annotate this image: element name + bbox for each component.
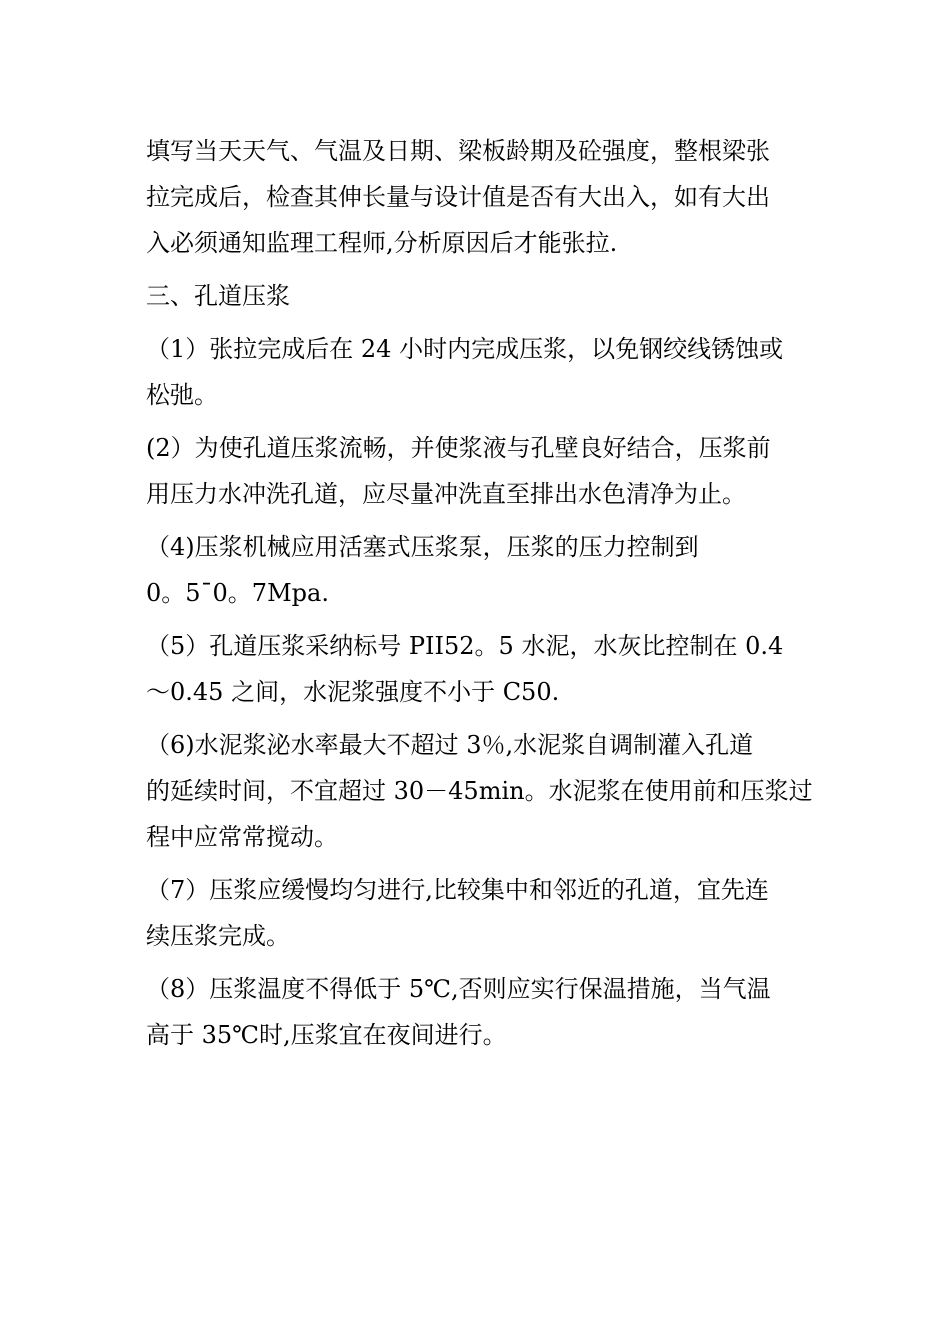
text-line: 程中应常常搅动。 (146, 823, 338, 851)
text-line: 松弛。 (146, 381, 218, 409)
paragraph-tension-record (146, 128, 816, 266)
paragraph-item-2 (146, 425, 816, 517)
text-line: （1）张拉完成后在 24 小时内完成压浆，以免钢绞线锈蚀或 (146, 335, 784, 363)
text-line: ～0.45 之间，水泥浆强度不小于 C50. (146, 678, 560, 706)
text-line: （4)压浆机械应用活塞式压浆泵，压浆的压力控制到 (146, 533, 699, 561)
paragraph-item-1 (146, 326, 816, 418)
text-line: 用压力水冲洗孔道，应尽量冲洗直至排出水色清净为止。 (146, 480, 746, 508)
text-line: 的延续时间，不宜超过 30－45min。水泥浆在使用前和压浆过 (146, 777, 813, 805)
paragraph-item-4 (146, 524, 816, 616)
text-line: 填写当天天气、气温及日期、梁板龄期及砼强度，整根梁张 (146, 137, 770, 165)
text-line: （6)水泥浆泌水率最大不超过 3％,水泥浆自调制灌入孔道 (146, 731, 754, 759)
text-line: （8）压浆温度不得低于 5℃,否则应实行保温措施，当气温 (146, 975, 771, 1003)
section-heading-grouting (146, 273, 816, 319)
text-line: (2）为使孔道压浆流畅，并使浆液与孔壁良好结合，压浆前 (146, 434, 771, 462)
text-line: 入必须通知监理工程师,分析原因后才能张拉. (146, 229, 618, 257)
text-line: （5）孔道压浆采纳标号 PII52。5 水泥，水灰比控制在 0.4 (146, 632, 784, 660)
text-line: 高于 35℃时,压浆宜在夜间进行。 (146, 1021, 507, 1049)
paragraph-item-8 (146, 966, 816, 1058)
text-line: 拉完成后，检查其伸长量与设计值是否有大出入，如有大出 (146, 183, 770, 211)
text-line: 0。5¯0。7Mpa. (146, 579, 329, 607)
document-body (146, 128, 816, 1065)
paragraph-item-7 (146, 867, 816, 959)
text-line: 续压浆完成。 (146, 922, 290, 950)
paragraph-item-5 (146, 623, 816, 715)
paragraph-item-6 (146, 722, 816, 860)
section-title: 三、孔道压浆 (146, 282, 290, 310)
text-line: （7）压浆应缓慢均匀进行,比较集中和邻近的孔道，宜先连 (146, 876, 769, 904)
